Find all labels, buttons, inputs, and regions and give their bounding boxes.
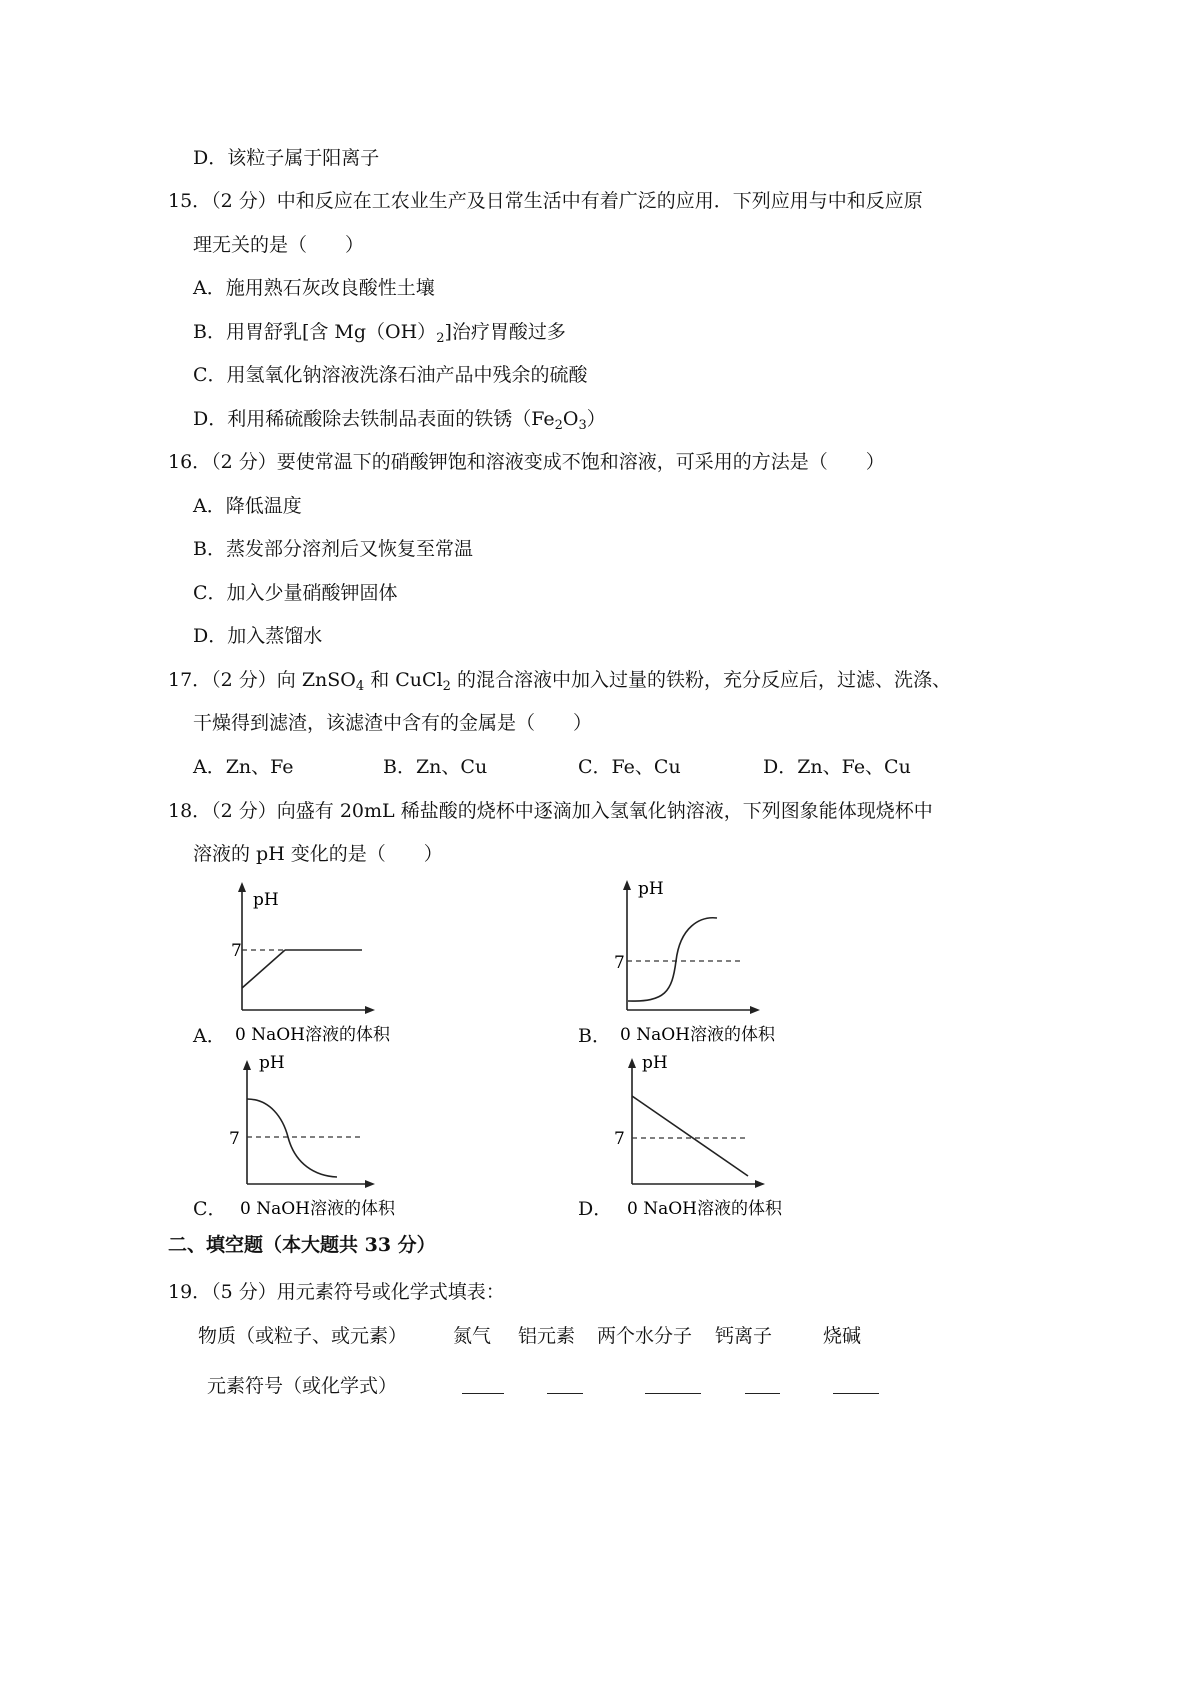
y-axis-label: pH bbox=[642, 1053, 668, 1073]
y-axis-arrow-icon bbox=[623, 880, 631, 890]
x-axis-label: 0 NaOH溶液的体积 bbox=[235, 1025, 390, 1045]
q15-option-b: B．用胃舒乳[含 $Mg(OH)_2$]治疗胃酸过多 bbox=[193, 321, 566, 346]
q18-graph-c bbox=[225, 1046, 425, 1224]
x-axis-label: 0 NaOH溶液的体积 bbox=[240, 1199, 395, 1219]
y-axis-label: pH bbox=[638, 879, 664, 899]
q19-answer-blank-3[interactable] bbox=[645, 1393, 701, 1394]
q14-option-d: D．该粒子属于阳离子 bbox=[193, 147, 380, 169]
q19-answer-blank-4[interactable] bbox=[745, 1393, 780, 1394]
q15-option-a: A．施用熟石灰改良酸性土壤 bbox=[193, 277, 435, 299]
q16-option-a: A．降低温度 bbox=[193, 495, 302, 517]
q15-option-d: D．利用稀硫酸除去铁制品表面的铁锈$(Fe_2O_3)$ bbox=[193, 408, 606, 433]
q18-stem-line-1: 18．（2 分）向盛有 20mL 稀盐酸的烧杯中逐滴加入氢氧化钠溶液，下列图象能体现烧杯中 bbox=[168, 800, 933, 822]
q17-option-c: C．Fe、Cu bbox=[578, 756, 681, 778]
q19-item-aluminum: 铝元素 bbox=[518, 1325, 576, 1347]
q19-answer-blank-5[interactable] bbox=[833, 1393, 879, 1394]
q17-option-d: D．Zn、Fe、Cu bbox=[763, 756, 911, 778]
q18-stem-line-2: 溶液的 pH 变化的是（ ） bbox=[193, 843, 443, 865]
q18-graph-a bbox=[225, 880, 425, 1050]
q18-option-b-label: B． bbox=[578, 1025, 611, 1047]
q17-stem-line-1: 17．（2 分）向 ZnSO$_4$ 和 CuCl$_2$ 的混合溶液中加入过量的铁粉，充分反应后，过滤、洗涤、 bbox=[168, 669, 951, 694]
q18-graph-b bbox=[610, 872, 810, 1050]
y-axis-label: pH bbox=[253, 890, 279, 910]
ph-curve bbox=[632, 1096, 748, 1176]
q19-item-two-water: 两个水分子 bbox=[597, 1325, 693, 1347]
q18-graph-d bbox=[610, 1046, 810, 1224]
q16-option-d: D．加入蒸馏水 bbox=[193, 625, 323, 647]
y-axis-label: pH bbox=[259, 1053, 285, 1073]
q19-answer-blank-2[interactable] bbox=[547, 1393, 583, 1394]
q17-option-b: B．Zn、Cu bbox=[383, 756, 488, 778]
q18-option-a-label: A． bbox=[193, 1025, 226, 1047]
ref-label-7: 7 bbox=[614, 953, 625, 973]
ph-curve bbox=[242, 950, 285, 988]
q19-item-calcium-ion: 钙离子 bbox=[715, 1325, 773, 1347]
ph-curve bbox=[247, 1099, 337, 1177]
x-axis-arrow-icon bbox=[750, 1006, 760, 1014]
ref-label-7: 7 bbox=[229, 1129, 240, 1149]
q19-row1-header: 物质（或粒子、或元素） bbox=[198, 1325, 408, 1347]
ref-label-7: 7 bbox=[614, 1129, 625, 1149]
q15-stem-line-1: 15．（2 分）中和反应在工农业生产及日常生活中有着广泛的应用．下列应用与中和反应原 bbox=[168, 190, 923, 212]
ref-label-7: 7 bbox=[231, 941, 242, 961]
q16-option-c: C．加入少量硝酸钾固体 bbox=[193, 582, 398, 604]
y-axis-arrow-icon bbox=[628, 1058, 636, 1068]
q15-stem-line-2: 理无关的是（ ） bbox=[193, 234, 365, 256]
y-axis-arrow-icon bbox=[243, 1060, 251, 1070]
q18-option-c-label: C． bbox=[193, 1198, 227, 1220]
q19-table bbox=[0, 1324, 1200, 1404]
q19-item-caustic-soda: 烧碱 bbox=[823, 1325, 862, 1347]
y-axis-arrow-icon bbox=[238, 882, 246, 892]
x-axis-arrow-icon bbox=[365, 1180, 375, 1188]
x-axis-label: 0 NaOH溶液的体积 bbox=[627, 1199, 782, 1219]
ph-curve bbox=[628, 918, 717, 1001]
q19-row2-header: 元素符号（或化学式） bbox=[207, 1375, 398, 1397]
x-axis-arrow-icon bbox=[365, 1006, 375, 1014]
section-2-title: 二、填空题（本大题共 33 分） bbox=[168, 1234, 436, 1256]
q16-option-b: B．蒸发部分溶剂后又恢复至常温 bbox=[193, 538, 473, 560]
q16-stem: 16．（2 分）要使常温下的硝酸钾饱和溶液变成不饱和溶液，可采用的方法是（ ） bbox=[168, 451, 885, 473]
q18-option-d-label: D． bbox=[578, 1198, 613, 1220]
q19-answer-blank-1[interactable] bbox=[462, 1393, 504, 1394]
q19-stem: 19．（5 分）用元素符号或化学式填表： bbox=[168, 1281, 505, 1303]
x-axis-label: 0 NaOH溶液的体积 bbox=[620, 1025, 775, 1045]
q19-item-nitrogen: 氮气 bbox=[453, 1325, 492, 1347]
q17-option-a: A．Zn、Fe bbox=[193, 756, 294, 778]
q15-option-c: C．用氢氧化钠溶液洗涤石油产品中残余的硫酸 bbox=[193, 364, 588, 386]
q17-stem-line-2: 干燥得到滤渣，该滤渣中含有的金属是（ ） bbox=[193, 712, 593, 734]
x-axis-arrow-icon bbox=[755, 1180, 765, 1188]
